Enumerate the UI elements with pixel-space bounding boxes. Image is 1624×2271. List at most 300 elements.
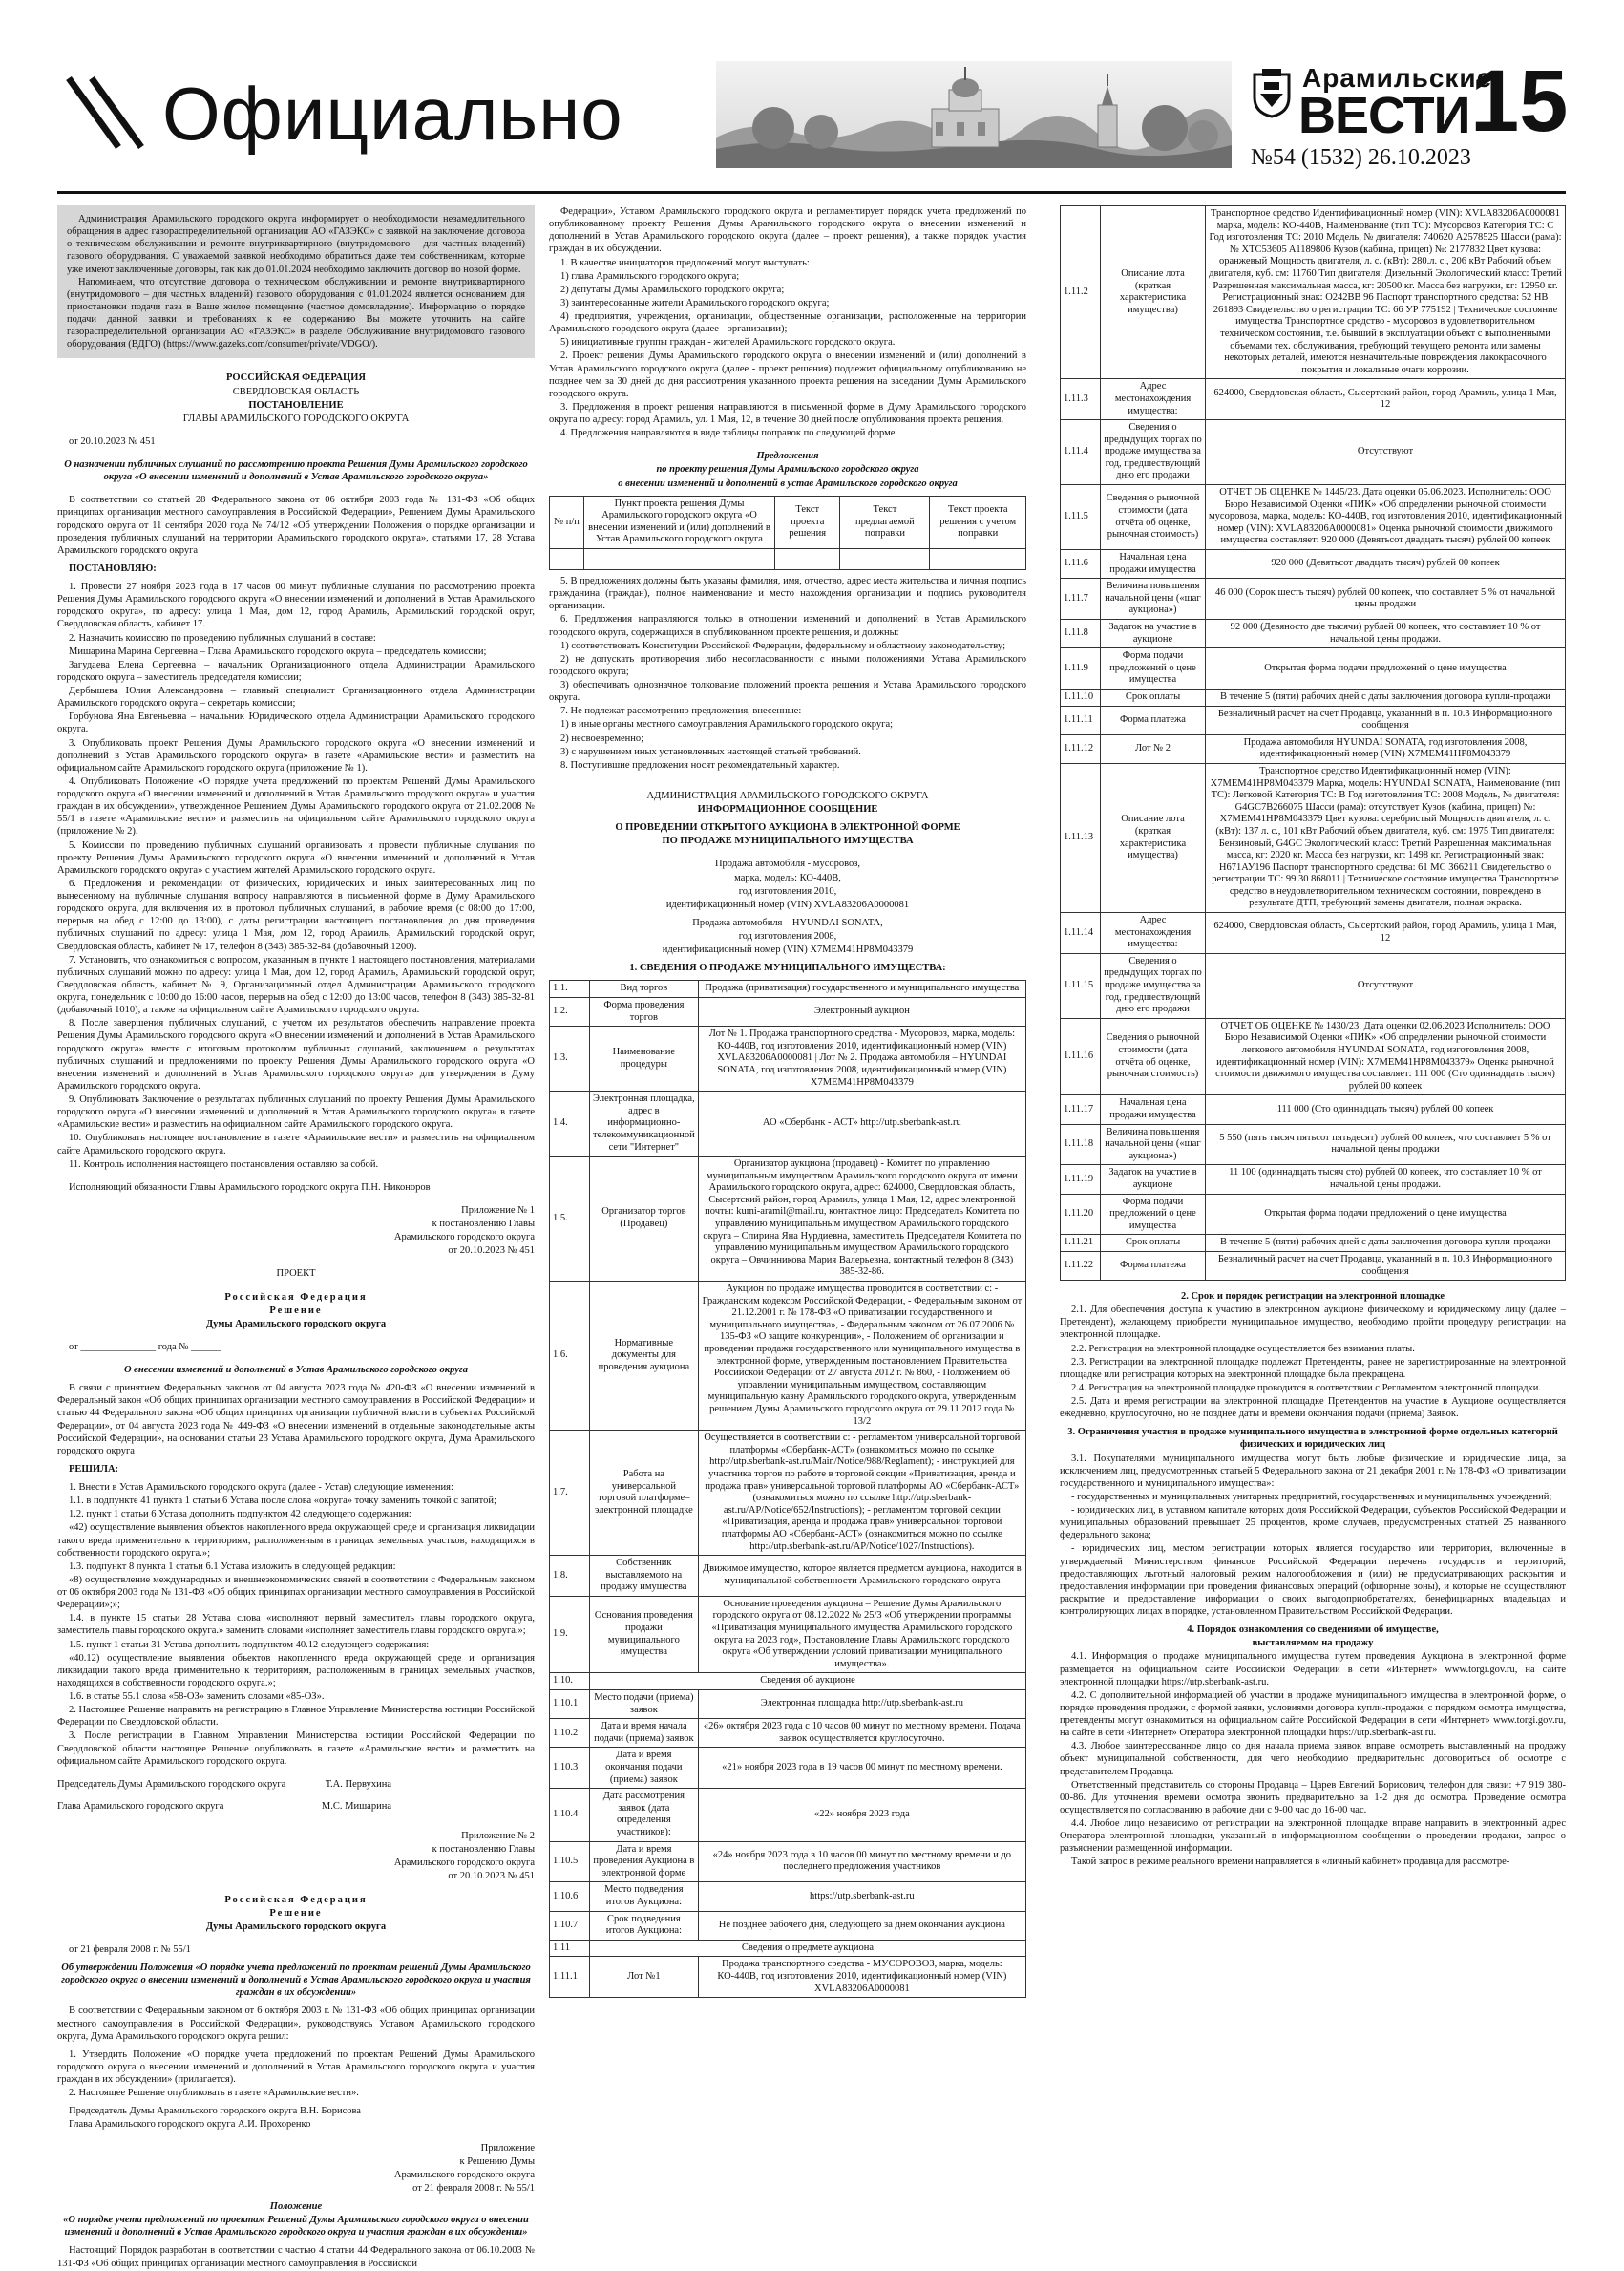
- row-value: «22» ноября 2023 года: [698, 1789, 1025, 1841]
- table-row: [1061, 1124, 1566, 1165]
- row-label: Форма проведения торгов: [590, 997, 699, 1026]
- section-heading: 2. Срок и порядок регистрации на электронной площадке: [1180, 1291, 1445, 1303]
- doc-item: Дербышева Юлия Александровна – главный специалист Организационного отдела Администрации Арамильского городского округа – секретарь комиссии;: [57, 686, 535, 710]
- table-row: [550, 1911, 1026, 1940]
- signature-row: [57, 1778, 535, 1791]
- table-row: [550, 1719, 1026, 1748]
- lot-desc: год изготовления 2008,: [738, 931, 837, 942]
- row-label: Адрес местонахождения имущества:: [1101, 379, 1206, 420]
- row-number: 1.10.6: [550, 1882, 590, 1911]
- signature-name: М.С. Мишарина: [321, 1800, 391, 1812]
- row-label: Описание лота (краткая характеристика имущества): [1101, 206, 1206, 379]
- table-row: [550, 1957, 1026, 1998]
- row-value: В течение 5 (пяти) рабочих дней с даты заключения договора купли-продажи: [1206, 1235, 1566, 1252]
- row-value: Открытая форма подачи предложений о цене имущества: [1206, 648, 1566, 690]
- section-paragraph: 4.1. Информация о продаже муниципального имущества путем проведения Аукциона в электронной форме размещается на официальном сайте Российской Федерации в сети «Интернет» www.torgi.gov.ru, на сайте электронной площадки https://utp.sberbank-ast.ru.: [1060, 1651, 1566, 1687]
- table-row: [1061, 550, 1566, 579]
- proekt-item: 3. После регистрации в Главном Управлении Министерства юстиции Российской Федерации по Свердловской области настоящее Решение опубликовать в газете «Арамильские вести» и разместить на официальном сайте Арамильского городского округа.: [57, 1730, 535, 1767]
- row-number: 1.9.: [550, 1596, 590, 1673]
- doc-header: ГЛАВЫ АРАМИЛЬСКОГО ГОРОДСКОГО ОКРУГА: [182, 413, 410, 424]
- doc-header: СВЕРДЛОВСКАЯ ОБЛАСТЬ: [232, 386, 360, 397]
- annex-line: к Решению Думы: [459, 2155, 535, 2167]
- row-number: 1.11.6: [1061, 550, 1101, 579]
- cont-paragraph: 3) с нарушением иных установленных настоящей статьей требований.: [560, 746, 861, 757]
- section-paragraph: - юридических лиц, в уставном капитале которых доля Российской Федерации, субъектов Российской Федерации и муниципальных образований превышает 25 процентов, кроме случаев, предусмотренных статьей 25 названного федерального закона;: [1060, 1505, 1566, 1541]
- adm-heading: АДМИНИСТРАЦИЯ АРАМИЛЬСКОГО ГОРОДСКОГО ОКРУГА: [646, 790, 929, 801]
- table-row: [1061, 206, 1566, 379]
- signature-title: Председатель Думы Арамильского городского округа: [57, 1778, 286, 1790]
- row-value: 111 000 (Сто одиннадцать тысяч) рублей 00 копеек: [1206, 1095, 1566, 1124]
- table-row: [550, 1789, 1026, 1841]
- proekt-item: 1. Внести в Устав Арамильского городского округа (далее - Устав) следующие изменения:: [69, 1482, 453, 1493]
- row-number: 1.11.3: [1061, 379, 1101, 420]
- proekt-item: 1.3. подпункт 8 пункта 1 статьи 6.1 Устава изложить в следующей редакции:: [69, 1560, 396, 1572]
- row-value: 5 550 (пять тысяч пятьсот пятьдесят) рублей 00 копеек, что составляет 5 % от начальной цены продажи: [1206, 1124, 1566, 1165]
- row-value: Сведения о предмете аукциона: [590, 1940, 1026, 1957]
- cont-paragraph: 3) обеспечивать однозначное толкование положений проекта решения и Устава Арамильского городского округа.: [549, 680, 1026, 704]
- cont-paragraph: Федерации», Уставом Арамильского городского округа и регламентирует порядок учета предложений по опубликованному проекту Решения Думы Арамильского городского округа о внесении изменений и дополнений в Устав Арамильского городского округа (далее – проект решения), а также порядок участия граждан в их обсуждении.: [549, 206, 1026, 255]
- section-paragraph: 4.4. Любое лицо независимо от регистрации на электронной площадке вправе направить в электронный адрес Оператора электронной площадки, указанный в информационном сообщении о проведении продажи, запрос о разъяснении размещенной информации.: [1060, 1818, 1566, 1855]
- row-number: 1.11.5: [1061, 485, 1101, 550]
- doc-item: 5. Комиссии по проведению публичных слушаний организовать и провести публичные слушания по проекту Решения Думы Арамильского городского округа «О внесении изменений и дополнений в Устав Арамильского городского округа» с участием жителей Арамильского городского округа.: [57, 839, 535, 876]
- table-row: [1061, 620, 1566, 648]
- cont-paragraph: 8. Поступившие предложения носят рекомендательный характер.: [560, 759, 840, 771]
- cont-paragraph: 3) заинтересованные жители Арамильского городского округа;: [560, 297, 830, 308]
- doc-item: 8. После завершения публичных слушаний, с учетом их результатов обеспечить направление проекта Решения Думы Арамильского городского округа «О внесении изменений и дополнений в Устав Арамильского городского округа» вместе с итоговым протоколом публичных слушаний, заключением о результатах публичных слушаний и предложениями по проекту Решения Думы Арамильского городского округа «О внесении изменений и дополнений в Устав Арамильского городского округа» для утверждения в Думу Арамильского городского округа.: [57, 1018, 535, 1092]
- row-label: Лот №1: [590, 1957, 699, 1998]
- row-number: 1.5.: [550, 1157, 590, 1282]
- table-row: [1061, 579, 1566, 620]
- row-number: 1.11.22: [1061, 1251, 1101, 1280]
- row-label: Сведения о предыдущих торгах по продаже имущества за год, предшествующий дню его продажи: [1101, 420, 1206, 485]
- row-number: 1.11: [550, 1940, 590, 1957]
- section-paragraph: 4.3. Любое заинтересованное лицо со дня начала приема заявок вправе осмотреть выставленный на продажу объект муниципальной собственности, для чего необходимо предварительно договориться об осмотре с представителем Продавца.: [1060, 1741, 1566, 1777]
- row-number: 1.10.: [550, 1673, 590, 1690]
- row-label: Нормативные документы для проведения аукциона: [590, 1282, 699, 1431]
- signature: Глава Арамильского городского округа А.И. Прохоренко: [69, 2119, 311, 2131]
- row-label: Дата рассмотрения заявок (дата определения участников):: [590, 1789, 699, 1841]
- row-number: 1.11.1: [550, 1957, 590, 1998]
- row-number: 1.10.2: [550, 1719, 590, 1748]
- doc-intro: В соответствии со статьей 28 Федерального закона от 06 октября 2003 года № 131-ФЗ «Об общих принципах организации местного самоуправления в Российской Федерации», Решением Думы Арамильского городского округа от 11 сентября 2020 года № 74/12 «Об утверждении Положения о порядке организации и проведения публичных слушаний на территории Арамильского городского округа», статьями 17, 28 Устава Арамильского городского округа: [57, 495, 535, 556]
- pred-title: Предложения: [756, 451, 819, 462]
- table-row: [1061, 1165, 1566, 1194]
- row-number: 1.1.: [550, 981, 590, 998]
- postanovlyayu: ПОСТАНОВЛЯЮ:: [69, 562, 157, 574]
- row-value: Продажа автомобиля HYUNDAI SONATA, год изготовления 2008, идентификационный номер (VIN) X7MEM41HP8M043379: [1206, 734, 1566, 763]
- section-paragraph: 2.5. Дата и время регистрации на электронной площадке Претендентов на участие в Аукционе осуществляется ежедневно, круглосуточно, но не позднее даты и времени окончания подачи (приема) Заявок.: [1060, 1396, 1566, 1420]
- row-label: Место подачи (приема) заявок: [590, 1690, 699, 1719]
- row-number: 1.11.20: [1061, 1194, 1101, 1235]
- table-row: [1061, 1235, 1566, 1252]
- section-paragraph: Ответственный представитель со стороны Продавца – Царев Евгений Борисович, телефон для связи: +7 919 380-00-86. Для уточнения времени осмотра звонить предварительно за 1-2 дня до осмотра. Проведение осмотра осуществляется по согласованию в рабочие дни с 9-00 час до 16-00 час.: [1060, 1779, 1566, 1815]
- row-value: Организатор аукциона (продавец) - Комитет по управлению муниципальным имуществом Арамильского городского округа от имени Арамильского городского округа, адрес: 624000, Свердловская область, Сысертский район, город Арамиль, улица 1 Мая, 12, адрес электронной почты: kumi-aramil@mail.ru, контактное лицо: Председатель Комитета по управлению муниципальным имуществом Арамильского городского округа – Спирина Яна Нурдиевна, заместитель Председателя Комитета по управлению муниципальным имуществом Арамильского городского округа – Овчинникова Мария Валерьевна, контактный телефон 8 (343) 385-32-86.: [698, 1157, 1025, 1282]
- auction-table: [549, 980, 1026, 1998]
- rf-heading: Российская Федерация: [224, 1894, 368, 1905]
- table-row: [550, 1027, 1026, 1092]
- proekt-item: 1.5. пункт 1 статьи 31 Устава дополнить подпунктом 40.12 следующего содержания:: [69, 1639, 430, 1650]
- cont-paragraph: 2) несвоевременно;: [560, 732, 644, 744]
- row-value: ОТЧЕТ ОБ ОЦЕНКЕ № 1445/23. Дата оценки 05.06.2023. Исполнитель: ООО Бюро Независимой Оценки «ПИК» «Об определении рыночной стоимости мусоровоза, марка, модель: КО-440В, год изготовления 2010, идентификационный номер (VIN): XVLA83206A0000081» Оценка рыночной стоимости движимого имущества составляет: 920 000 (Девятьсот двадцать тысяч) рублей 00 копеек: [1206, 485, 1566, 550]
- doc-date: от 20.10.2023 № 451: [69, 435, 156, 447]
- proekt-item: 2. Настоящее Решение направить на регистрацию в Главное Управление Министерства юстиции Российской Федерации по Свердловской области.: [57, 1705, 535, 1729]
- masthead-rule: [57, 191, 1566, 194]
- row-label: Вид торгов: [590, 981, 699, 998]
- row-value: 920 000 (Девятьсот двадцать тысяч) рублей 00 копеек: [1206, 550, 1566, 579]
- cont-paragraph: 5) инициативные группы граждан - жителей Арамильского городского округа.: [560, 337, 896, 349]
- annex-line: Арамильского городского округа: [393, 2169, 535, 2180]
- row-label: Организатор торгов (Продавец): [590, 1157, 699, 1282]
- table-row: [550, 1282, 1026, 1431]
- pred-subtitle: о внесении изменений и дополнений в устав Арамильского городского округа: [618, 478, 958, 489]
- row-value: 624000, Свердловская область, Сысертский район, город Арамиль, улица 1 Мая, 12: [1206, 379, 1566, 420]
- row-label: Электронная площадка, адрес в информационно-телекоммуникационной сети "Интернет": [590, 1092, 699, 1157]
- auction-heading: О ПРОВЕДЕНИИ ОТКРЫТОГО АУКЦИОНА В ЭЛЕКТРОННОЙ ФОРМЕ: [615, 822, 960, 834]
- masthead: [57, 53, 1569, 172]
- annex-line: Приложение № 1: [461, 1204, 535, 1216]
- lot-desc: идентификационный номер (VIN) XVLA83206A0000081: [665, 899, 910, 910]
- polozhenie-heading: Положение: [269, 2201, 323, 2212]
- row-value: АО «Сбербанк - АСТ» http://utp.sberbank-ast.ru: [698, 1092, 1025, 1157]
- row-value: Отсутствуют: [1206, 953, 1566, 1018]
- row-number: 1.11.18: [1061, 1124, 1101, 1165]
- annex-line: Приложение: [480, 2142, 535, 2154]
- doc-item: 1. Утвердить Положение «О порядке учета предложений по проектам Решений Думы Арамильского городского округа о внесении изменений и дополнений в Устав Арамильского городского округа и участия граждан в их обсуждении» (прилагается).: [57, 2048, 535, 2085]
- row-label: Описание лота (краткая характеристика имущества): [1101, 763, 1206, 912]
- gas-notice-box: [57, 205, 535, 358]
- cont-paragraph: 2. Проект решения Думы Арамильского городского округа о внесении изменений и (или) дополнений в Устав Арамильского городского округа (далее - проект решения) подлежит официальному опубликованию не позднее чем за 30 дней до дня рассмотрения указанного проекта решения на заседании Думы Арамильского городского округа.: [549, 350, 1026, 399]
- doc-item: Загудаева Елена Сергеевна – начальник Организационного отдела Администрации Арамильского городского округа – заместитель председателя комиссии;: [57, 659, 535, 683]
- signature: Исполняющий обязанности Главы Арамильского городского округа П.Н. Никоноров: [69, 1181, 431, 1193]
- table-row: [550, 1748, 1026, 1789]
- table-row: [550, 981, 1026, 998]
- proekt-item: «40.12) осуществление выявления объектов накопленного вреда окружающей среде и организация ликвидации такого вреда применительно к территориям, расположенным в границах земельных участков, находящихся в собственности городского округа.»;: [57, 1652, 535, 1688]
- row-value: Открытая форма подачи предложений о цене имущества: [1206, 1194, 1566, 1235]
- row-number: 1.2.: [550, 997, 590, 1026]
- doc-header: РОССИЙСКАЯ ФЕДЕРАЦИЯ: [226, 372, 366, 384]
- table-row: [1061, 1194, 1566, 1235]
- section-paragraph: Такой запрос в режиме реального времени направляется в «личный кабинет» продавца для рассмотре-: [1071, 1857, 1510, 1868]
- table-row: [550, 1157, 1026, 1282]
- row-label: Сведения о предыдущих торгах по продаже имущества за год, предшествующий дню его продажи: [1101, 953, 1206, 1018]
- column-2: [549, 205, 1026, 1998]
- table-row: [550, 1940, 1026, 1957]
- row-number: 1.11.9: [1061, 648, 1101, 690]
- slashes-icon: [63, 74, 149, 151]
- doc-item: Горбунова Яна Евгеньевна – начальник Юридического отдела Администрации Арамильского городского округа.: [57, 711, 535, 735]
- row-label: Форма подачи предложений о цене имущества: [1101, 648, 1206, 690]
- doc-item: 4. Опубликовать Положение «О порядке учета предложений по проектам Решений Думы Арамильского городского округа «О внесении изменений и дополнений в Устав Арамильского городского округа» и участия граждан в их обсуждении», утвержденное Решением Думы Арамильского городского округа от 21.02.2008 № 55/1 в газете «Арамильские вести» и разместить на официальном сайте Арамильского городского округа (приложение № 2).: [57, 775, 535, 838]
- row-label: Собственник выставляемого на продажу имущества: [590, 1556, 699, 1597]
- row-number: 1.11.13: [1061, 763, 1101, 912]
- signature-title: Глава Арамильского городского округа: [57, 1800, 224, 1812]
- doc-header: ПОСТАНОВЛЕНИЕ: [248, 399, 344, 411]
- row-number: 1.11.7: [1061, 579, 1101, 620]
- amendments-table: [549, 496, 1026, 570]
- row-number: 1.11.14: [1061, 913, 1101, 954]
- doc-item: 2. Назначить комиссию по проведению публичных слушаний в составе:: [69, 632, 376, 644]
- section-paragraph: 2.2. Регистрация на электронной площадке осуществляется без взимания платы.: [1071, 1343, 1415, 1354]
- doc-item: Мишарина Марина Сергеевна – Глава Арамильского городского округа – председатель комиссии;: [69, 646, 487, 657]
- row-value: Продажа (приватизация) государственного и муниципального имущества: [698, 981, 1025, 998]
- row-label: Начальная цена продажи имущества: [1101, 1095, 1206, 1124]
- proekt-item: 1.2. пункт 1 статьи 6 Устава дополнить подпунктом 42 следующего содержания:: [69, 1509, 411, 1520]
- table-row: [550, 1882, 1026, 1911]
- table-row: [1061, 379, 1566, 420]
- row-label: Работа на универсальной торговой платформе– электронной площадке: [590, 1431, 699, 1556]
- lot-desc: Продажа автомобиля - мусоровоз,: [714, 859, 861, 870]
- proekt-title: О внесении изменений и дополнений в Устав Арамильского городского округа: [123, 1365, 469, 1375]
- row-label: Сведения о рыночной стоимости (дата отчёта об оценке, рыночная стоимость): [1101, 485, 1206, 550]
- reshenie-heading: Решение: [269, 1907, 323, 1919]
- lot-desc: марка, модель: КО-440В,: [734, 872, 841, 883]
- table-row: [550, 1596, 1026, 1673]
- lot-desc: идентификационный номер (VIN) X7MEM41HP8M043379: [662, 944, 914, 956]
- row-value: Не позднее рабочего дня, следующего за днем окончания аукциона: [698, 1911, 1025, 1940]
- doc-item: 2. Настоящее Решение опубликовать в газете «Арамильские вести».: [69, 2088, 359, 2099]
- table-row: [550, 1841, 1026, 1882]
- row-number: 1.10.4: [550, 1789, 590, 1841]
- section-paragraph: - юридических лиц, местом регистрации которых является государство или территория, включенные в утверждаемый Министерством финансов Российской Федерации перечень государств и территорий, предоставляющих льготный налоговый режим налогообложения и (или) не предусматривающих раскрытия и предоставления информации при проведении финансовых операций (офшорные зоны), и которые не осуществляют раскрытие и предоставление информации о своих выгодоприобретателях, бенефициарных владельцах и контролирующих лицах в порядке, установленном Правительством Российской Федерации.: [1060, 1543, 1566, 1618]
- row-label: Наименование процедуры: [590, 1027, 699, 1092]
- row-value: «24» ноября 2023 года в 10 часов 00 минут по местному времени и до последнего предложения участников: [698, 1841, 1025, 1882]
- annex-line: от 20.10.2023 № 451: [448, 1245, 535, 1257]
- table-row: [1061, 420, 1566, 485]
- cont-paragraph: 3. Предложения в проект решения направляются в письменной форме в Думу Арамильского городского округа по адресу: город Арамиль, ул. 1 Мая, 12, в течение 30 дней после опубликования проекта решения.: [549, 401, 1026, 425]
- doc-item: 1. Провести 27 ноября 2023 года в 17 часов 00 минут публичные слушания по рассмотрению проекта Решения Думы Арамильского городского округа «О внесении изменений и дополнений в Устав Арамильского городского округа», по адресу: улица 1 Мая, дом 12, город Арамиль, Арамильский городской округ, Свердловская область, кабинет 17.: [57, 582, 535, 630]
- section-heading: выставляемом на продажу: [1252, 1638, 1374, 1649]
- row-number: 1.11.11: [1061, 706, 1101, 734]
- section-paragraph: 4.2. С дополнительной информацией об участии в продаже муниципального имущества в электронной форме, о порядке проведения продажи, с формой заявки, условиями договора купли-продажи, с порядком осмотра имущества, претенденты могут ознакомиться на официальном сайте Российской Федерации в сети «Интернет» www.torgi.gov.ru, на сайте в сети «Интернет» Оператора электронной площадки https://utp.sberbank-ast.ru.: [1060, 1689, 1566, 1739]
- annex-line: от 20.10.2023 № 451: [448, 1871, 535, 1882]
- section-paragraph: 3.1. Покупателями муниципального имущества могут быть любые физические и юридические лица, за исключением лиц, предусмотренных статьей 5 Федерального закона от 21 декабря 2001 г. № 178-ФЗ «О приватизации государственного и муниципального имущества»:: [1060, 1453, 1566, 1489]
- reshila: РЕШИЛА:: [69, 1463, 119, 1475]
- cont-paragraph: 7. Не подлежат рассмотрению предложения, внесенные:: [560, 706, 802, 717]
- row-label: Основания проведения продажи муниципального имущества: [590, 1596, 699, 1673]
- proekt-item: 1.4. в пункте 15 статьи 28 Устава слова «исполняют первый заместитель главы городского округа, заместитель главы городского округа.» заменить словами «исполняет заместитель главы городского округа.»;: [57, 1613, 535, 1637]
- row-number: 1.8.: [550, 1556, 590, 1597]
- row-number: 1.11.2: [1061, 206, 1101, 379]
- row-number: 1.11.17: [1061, 1095, 1101, 1124]
- signature-row: [57, 1800, 535, 1813]
- table-header: Текст предлагаемой поправки: [840, 496, 930, 548]
- lot-desc: год изготовления 2010,: [738, 885, 837, 897]
- doc-title: О назначении публичных слушаний по рассмотрению проекта Решения Думы Арамильского городского округа «О внесении изменений и дополнений в Устав Арамильского городского округа»: [64, 459, 528, 483]
- section-paragraph: 2.4. Регистрация на электронной площадке проводится в соответствии с Регламентом электронной площадки.: [1071, 1382, 1541, 1393]
- annex-line: Арамильского городского округа: [393, 1857, 535, 1869]
- annex-line: Приложение № 2: [461, 1831, 535, 1841]
- ot-line: от 21 февраля 2008 г. № 55/1: [69, 1943, 191, 1955]
- row-number: 1.3.: [550, 1027, 590, 1092]
- row-label: Форма платежа: [1101, 1251, 1206, 1280]
- row-label: Срок оплаты: [1101, 1235, 1206, 1252]
- table-row: [1061, 953, 1566, 1018]
- proekt-item: «8) осуществление международных и внешнеэкономических связей в соответствии с Федеральным законом от 06 октября 2003 года № 131-ФЗ «Об общих принципах организации местного самоуправления в Российской Федерации»;»;: [57, 1574, 535, 1611]
- logo-top-text: Арамильские: [1302, 63, 1493, 93]
- cont-paragraph: 4) предприятия, учреждения, организации, общественные организации, расположенные на территории Арамильского городского округа (далее - организации);: [549, 311, 1026, 335]
- table-row: [1061, 648, 1566, 690]
- table-header: Текст проекта решения: [775, 496, 840, 548]
- pred-subtitle: по проекту решения Думы Арамильского городского округа: [656, 464, 919, 476]
- row-label: Форма подачи предложений о цене имущества: [1101, 1194, 1206, 1235]
- row-value: 624000, Свердловская область, Сысертский район, город Арамиль, улица 1 Мая, 12: [1206, 913, 1566, 954]
- doc-item: 7. Установить, что ознакомиться с вопросом, указанным в пункте 1 настоящего постановления, материалами публичных слушаний можно по адресу: улица 1 Мая, дом 12, город Арамиль, Арамильский городской округ, Свердловская область, кабинет № 9, Организационный отдел Администрации Арамильского городского округа, понедельник с 10:00 до 16:00 часов, перерыв на обед с 12:00 до 13:00 часов, телефон 8 (343) 385-32-81 (добавочный 1010), а также на официальном сайте Арамильского городского округа.: [57, 954, 535, 1016]
- proekt-intro: В связи с принятием Федеральных законов от 04 августа 2023 года № 420-ФЗ «О внесении изменений в Федеральный закон «Об общих принципах организации местного самоуправления в Российской Федерации» и статью 44 Федерального закона «Об общих принципах организации публичной власти в субъектах Российской Федерации», от 04 августа 2023 года № 449-ФЗ «О внесении изменений в отдельные законодательные акты Российской Федерации», на основании статьи 23 Устава Арамильского городского округа, Дума Арамильского городского округа: [57, 1383, 535, 1456]
- newspaper-logo: [1251, 53, 1569, 172]
- table-row: [1061, 1095, 1566, 1124]
- cont-paragraph: 1) в иные органы местного самоуправления Арамильского городского округа;: [560, 719, 894, 731]
- cont-paragraph: 2) депутаты Думы Арамильского городского округа;: [560, 284, 785, 295]
- row-number: 1.7.: [550, 1431, 590, 1556]
- row-value: 11 100 (одиннадцать тысяч сто) рублей 00 копеек, что составляет 10 % от начальной цены продажи.: [1206, 1165, 1566, 1194]
- row-value: ОТЧЕТ ОБ ОЦЕНКЕ № 1430/23. Дата оценки 02.06.2023 Исполнитель: ООО Бюро Независимой Оценки «ПИК» «Об определении рыночной стоимости легкового автомобиля HYUNDAI SONATA, год изготовления 2008, идентификационный номер (VIN): X7MEM41HP8M043379» Оценка рыночной стоимости движимого имущества составляет: 111 000 (Сто одиннадцать тысяч) рублей 00 копеек: [1206, 1018, 1566, 1095]
- row-number: 1.4.: [550, 1092, 590, 1157]
- table-row: [550, 1092, 1026, 1157]
- city-emblem-icon: [1251, 65, 1293, 118]
- row-value: Осуществляется в соответствии с: - регламентом универсальной торговой платформы «Сбербанк-АСТ» (ознакомиться можно по ссылке http://utp.sberbank-ast.ru/Main/Notice/988/Reglament); - инструкцией для участника торгов по работе в торговой секции «Приватизация, аренда и продажа прав» универсальной торговой платформы АО «Сбербанк-АСТ» (ознакомиться можно по ссылке http://utp.sberbank-ast.ru/AP/Notice/652/Instructions); - регламентом торговой секции «Приватизация, аренда и продажа прав» универсальной торговой платформы АО «Сбербанк-АСТ» (ознакомиться можно по ссылке http://utp.sberbank-ast.ru/AP/Notice/1027/Instructions).: [698, 1431, 1025, 1556]
- row-number: 1.11.15: [1061, 953, 1101, 1018]
- section-title: Официально: [162, 72, 623, 156]
- row-number: 1.10.3: [550, 1748, 590, 1789]
- duma-heading: Думы Арамильского городского округа: [205, 1318, 387, 1329]
- row-label: Дата и время начала подачи (приема) заявок: [590, 1719, 699, 1748]
- annex-line: Арамильского городского округа: [393, 1232, 535, 1243]
- table-row: [1061, 1018, 1566, 1095]
- polozhenie-intro: Настоящий Порядок разработан в соответствии с частью 4 статьи 44 Федерального закона от 06.10.2003 № 131-ФЗ «Об общих принципах организации местного самоуправления в Российской: [57, 2245, 535, 2269]
- page-number: 15: [1470, 53, 1569, 150]
- issue-line: №54 (1532) 26.10.2023: [1251, 145, 1471, 170]
- row-value: Электронная площадка http://utp.sberbank-ast.ru: [698, 1690, 1025, 1719]
- table-row: [1061, 763, 1566, 912]
- row-number: 1.11.10: [1061, 689, 1101, 706]
- row-number: 1.10.7: [550, 1911, 590, 1940]
- row-value: 92 000 (Девяносто две тысячи) рублей 00 копеек, что составляет 10 % от начальной цены продажи.: [1206, 620, 1566, 648]
- table-row: [550, 1431, 1026, 1556]
- row-label: Дата и время окончания подачи (приема) заявок: [590, 1748, 699, 1789]
- annex-line: к постановлению Главы: [432, 1844, 535, 1856]
- row-value: 46 000 (Сорок шесть тысяч) рублей 00 копеек, что составляет 5 % от начальной цены продажи: [1206, 579, 1566, 620]
- ot-line: от _______________ года № ______: [69, 1341, 221, 1352]
- row-value: Безналичный расчет на счет Продавца, указанный в п. 10.3 Информационного сообщения: [1206, 706, 1566, 734]
- doc-item: 11. Контроль исполнения настоящего постановления оставляю за собой.: [69, 1158, 379, 1170]
- doc-item: 6. Предложения и рекомендации от физических, юридических и иных заинтересованных лиц по вынесенному на публичные слушания вопросу направляются в письменной форме в Думу Арамильского городского округа, для включения их в протокол публичных слушаний, в рабочие время (с 08:00 до 17:00, перерыв на обед с 12:00 до 13:00), с даты регистрации настоящего постановления до дня проведения публичных слушаний по адресу: улица 1 Мая, дом 12, город Арамиль, Арамильский городской округ, Свердловская область, кабинет № 17, телефон 8 (343) 385-32-84 (добавочный 1200).: [57, 878, 535, 952]
- doc-title: Об утверждении Положения «О порядке учета предложений по проектам решений Думы Арамильского городского округа о внесении изменений и дополнений в Устав Арамильского городского округа и участия граждан в их обсуждении»: [61, 1963, 531, 1999]
- row-label: Форма платежа: [1101, 706, 1206, 734]
- doc-item: 9. Опубликовать Заключение о результатах публичных слушаний по проекту Решения Думы Арамильского городского округа «О внесении изменений и дополнений в Устав Арамильского городского округа» в газете «Арамильские вести» и разместить на официальном сайте Арамильского городского округа.: [57, 1094, 535, 1131]
- rf-heading: Российская Федерация: [224, 1291, 368, 1303]
- table-row: [550, 1673, 1026, 1690]
- cont-paragraph: 2) не допускать противоречия либо несогласованности с иными положениями Устава Арамильского городского округа;: [549, 653, 1026, 677]
- row-value: Основание проведения аукциона – Решение Думы Арамильского городского округа от 08.12.2022 № 25/3 «Об утверждении программы «Приватизация муниципального имущества Арамильского городского округа на 2023 год», Постановление Главы Арамильского городского округа «Об утверждении условий приватизации муниципального имущества».: [698, 1596, 1025, 1673]
- row-label: Лот № 2: [1101, 734, 1206, 763]
- row-value: Сведения об аукционе: [590, 1673, 1026, 1690]
- annex-line: к постановлению Главы: [432, 1219, 535, 1229]
- section-paragraph: 2.3. Регистрации на электронной площадке подлежат Претенденты, ранее не зарегистрированные на электронной площадке или регистрация которых на электронной площадке была прекращена.: [1060, 1356, 1566, 1380]
- table-row: [550, 1690, 1026, 1719]
- cont-paragraph: 1) соответствовать Конституции Российской Федерации, федеральному и областному законодательству;: [560, 640, 1005, 651]
- row-value: Аукцион по продаже имущества проводится в соответствии с: - Гражданским кодексом Российской Федерации, - Федеральным законом от 21.12.2001 г. № 178-ФЗ «О приватизации государственного и муниципального имущества», - Федеральным законом от 26.07.2006 № 135-ФЗ «О защите конкуренции», - Положением об организации и проведении продажи государственного или муниципального имущества в электронной форме, утвержденным постановлением Правительства Российской Федерации от 27 августа 2012 г. № 860, - Положением об управлении муниципальным имуществом, составляющим муниципальную казну Арамильского городского округа, утвержденным решением Думы Арамильского городского округа от 29.11.2012 года № 13/2: [698, 1282, 1025, 1431]
- row-label: Величина повышения начальной цены («шаг аукциона»): [1101, 579, 1206, 620]
- table-row: [1061, 913, 1566, 954]
- notice-paragraph: Администрация Арамильского городского округа информирует о необходимости незамедлительного обращения в адрес газораспределительной организации АО «ГАЗЭКС» с заявкой на заключение договора о техническом обслуживании и ремонте внутриквартирного (внутридомового – для частных владений) газового оборудования. С уважаемой заявкой необходимо обратиться даже тем собственникам, которые уже имеют заключенные договоры, так как до 01.01.2024 необходимо заключить договор по новой форме.: [67, 214, 525, 275]
- table-row: [1061, 734, 1566, 763]
- svedeniya-heading: 1. СВЕДЕНИЯ О ПРОДАЖЕ МУНИЦИПАЛЬНОГО ИМУЩЕСТВА:: [629, 963, 946, 974]
- proekt-item: 1.6. в статье 55.1 слова «58-ОЗ» заменить словами «85-ОЗ».: [69, 1691, 325, 1702]
- adm-heading: ИНФОРМАЦИОННОЕ СООБЩЕНИЕ: [697, 804, 878, 815]
- row-label: Срок подведения итогов Аукциона:: [590, 1911, 699, 1940]
- lot-desc: Продажа автомобиля – HYUNDAI SONATA,: [692, 917, 883, 928]
- row-number: 1.10.1: [550, 1690, 590, 1719]
- row-label: Дата и время проведения Аукциона в электронной форме: [590, 1841, 699, 1882]
- row-number: 1.11.21: [1061, 1235, 1101, 1252]
- auction-heading: ПО ПРОДАЖЕ МУНИЦИПАЛЬНОГО ИМУЩЕСТВА: [662, 836, 914, 847]
- table-header: Пункт проекта решения Думы Арамильского городского округа «О внесении изменений и (или) дополнений в Устав Арамильского городского округа: [584, 496, 775, 548]
- reshenie-heading: Решение: [269, 1305, 323, 1316]
- row-value: «21» ноября 2023 года в 19 часов 00 минут по местному времени.: [698, 1748, 1025, 1789]
- annex-line: от 21 февраля 2008 г. № 55/1: [412, 2182, 535, 2194]
- row-number: 1.11.19: [1061, 1165, 1101, 1194]
- notice-paragraph: Напоминаем, что отсутствие договора о техническом обслуживании и ремонте внутриквартирного (внутридомового – для частных владений) газового оборудования с 01.01.2024 является основанием для приостановки подачи газа в Ваше жилое помещение (частное домовладение). Информацию о порядке подачи данной заявки и требованиях к ее содержанию Вы можете уточнить на сайте газораспределительной организации АО «ГАЗЭКС» в разделе Обслуживание внутридомового газового оборудования (ВДГО) (https://www.gazeks.com/consumer/private/VDGO/).: [67, 276, 525, 350]
- row-number: 1.11.4: [1061, 420, 1101, 485]
- row-value: В течение 5 (пяти) рабочих дней с даты заключения договора купли-продажи: [1206, 689, 1566, 706]
- proekt-label: ПРОЕКТ: [276, 1268, 316, 1280]
- table-row: [1061, 1251, 1566, 1280]
- table-row: [550, 1556, 1026, 1597]
- table-row: [550, 549, 1026, 570]
- signature-name: Т.А. Первухина: [325, 1778, 391, 1790]
- doc-intro: В соответствии с Федеральным законом от 6 октября 2003 г. № 131-ФЗ «Об общих принципах организации местного самоуправления в Российской Федерации», руководствуясь Уставом Арамильского городского округа, Дума Арамильского городского округа решил:: [57, 2006, 535, 2042]
- row-value: Продажа транспортного средства - МУСОРОВОЗ, марка, модель: КО-440В, год изготовления 2010, идентификационный номер (VIN) XVLA83206A0000081: [698, 1957, 1025, 1998]
- church-photo-icon: [716, 61, 1232, 168]
- row-value: Электронный аукцион: [698, 997, 1025, 1026]
- row-number: 1.11.16: [1061, 1018, 1101, 1095]
- proekt-item: «42) осуществление выявления объектов накопленного вреда окружающей среде и организация ликвидации такого вреда применительно к территориям, расположенным в границах земельных участков, находящихся в собственности городского округа.»;: [57, 1522, 535, 1559]
- table-row: [1061, 706, 1566, 734]
- row-number: 1.11.8: [1061, 620, 1101, 648]
- table-header: Текст проекта решения с учетом поправки: [930, 496, 1026, 548]
- cont-paragraph: 5. В предложениях должны быть указаны фамилия, имя, отчество, адрес места жительства и личная подпись гражданина (граждан), полное наименование и место нахождения организации и подпись руководителя организации.: [549, 576, 1026, 612]
- section-heading: 3. Ограничения участия в продаже муниципального имущества в электронной форме отдельных категорий физических и юридических лиц: [1067, 1427, 1558, 1451]
- row-label: Начальная цена продажи имущества: [1101, 550, 1206, 579]
- section-paragraph: 2.1. Для обеспечения доступа к участию в электронном аукционе физическому и юридическому лицу (далее – Претендент), желающему приобрести муниципальное имущество, необходимо пройти процедуру регистрации на электронной площадке.: [1060, 1305, 1566, 1341]
- row-value: «26» октября 2023 года с 10 часов 00 минут по местному времени. Подача заявок осуществляется круглосуточно.: [698, 1719, 1025, 1748]
- duma-heading: Думы Арамильского городского округа: [205, 1921, 387, 1932]
- signature: Председатель Думы Арамильского городского округа В.Н. Борисова: [69, 2106, 361, 2117]
- row-value: Безналичный расчет на счет Продавца, указанный в п. 10.3 Информационного сообщения: [1206, 1251, 1566, 1280]
- cont-paragraph: 4. Предложения направляются в виде таблицы поправок по следующей форме: [560, 428, 896, 439]
- cont-paragraph: 1. В качестве инициаторов предложений могут выступать:: [560, 257, 810, 268]
- row-label: Задаток на участие в аукционе: [1101, 1165, 1206, 1194]
- doc-item: 3. Опубликовать проект Решения Думы Арамильского городского округа «О внесении изменений и дополнений в Устав Арамильского городского округа» в газете «Арамильские вести» и разместить на официальном сайте Арамильского городского округа (приложение № 1).: [57, 737, 535, 774]
- lot-table: [1060, 205, 1566, 1281]
- table-row: [1061, 485, 1566, 550]
- row-number: 1.10.5: [550, 1841, 590, 1882]
- doc-item: 10. Опубликовать настоящее постановление в газете «Арамильские вести» и разместить на официальном сайте Арамильского городского округа.: [57, 1133, 535, 1157]
- row-number: 1.6.: [550, 1282, 590, 1431]
- section-heading: 4. Порядок ознакомления со сведениями об имуществе,: [1187, 1624, 1439, 1636]
- row-number: 1.11.12: [1061, 734, 1101, 763]
- column-3: [1060, 205, 1566, 1870]
- row-label: Сведения о рыночной стоимости (дата отчёта об оценке, рыночная стоимость): [1101, 1018, 1206, 1095]
- table-row: [1061, 689, 1566, 706]
- row-label: Величина повышения начальной цены («шаг аукциона»): [1101, 1124, 1206, 1165]
- polozhenie-title: «О порядке учета предложений по проектам Решений Думы Арамильского городского округа о внесении изменений и дополнений в Устав Арамильского городского округа и участия граждан в их обсуждении»: [63, 2215, 529, 2239]
- logo-main-text: ВЕСТИ: [1298, 87, 1470, 144]
- table-header: № п/п: [550, 496, 584, 548]
- row-value: Отсутствуют: [1206, 420, 1566, 485]
- cont-paragraph: 1) глава Арамильского городского округа;: [560, 270, 740, 282]
- row-label: Срок оплаты: [1101, 689, 1206, 706]
